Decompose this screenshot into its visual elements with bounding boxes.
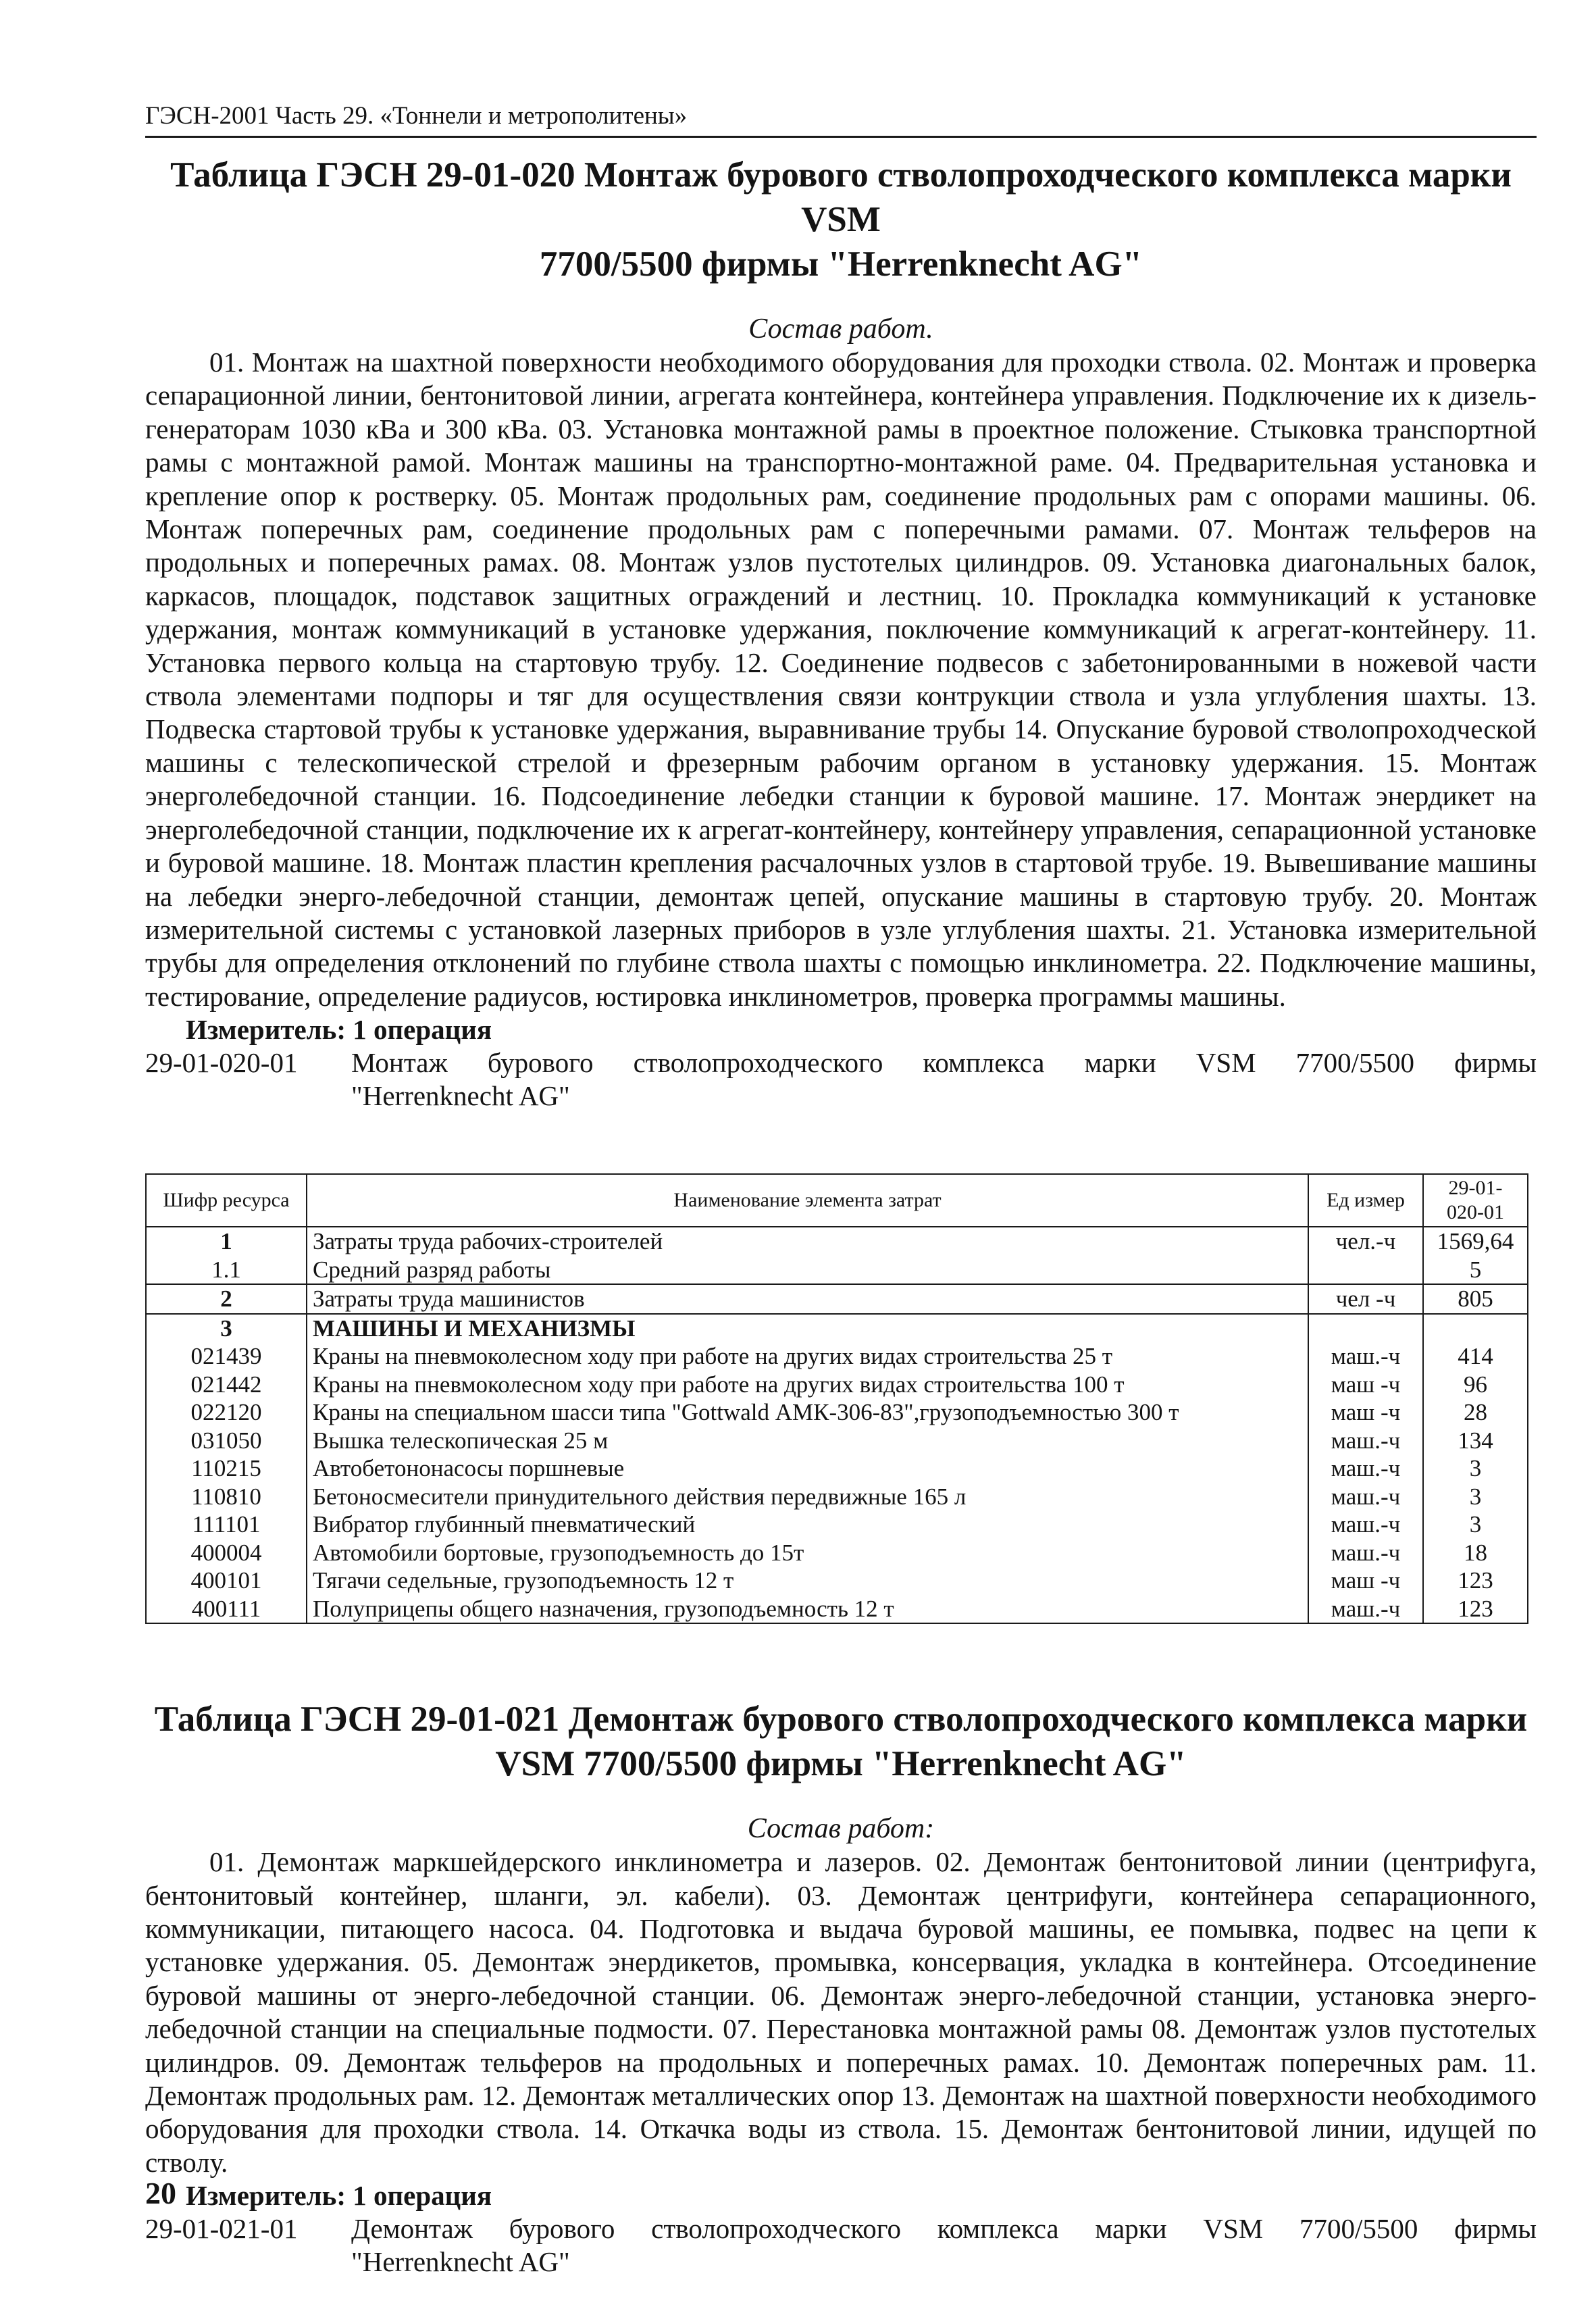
cell-unit: маш.-ч xyxy=(1308,1595,1423,1624)
cell-code: 110810 xyxy=(146,1483,307,1511)
cell-value: 134 xyxy=(1423,1427,1528,1455)
cell-name: Средний разряд работы xyxy=(307,1256,1308,1285)
cell-name: Затраты труда рабочих-строителей xyxy=(307,1227,1308,1256)
cell-value: 123 xyxy=(1423,1567,1528,1595)
table-row xyxy=(146,1510,1528,1539)
cell-code: 022120 xyxy=(146,1398,307,1427)
cell-code: 400111 xyxy=(146,1595,307,1624)
cell-name: МАШИНЫ И МЕХАНИЗМЫ xyxy=(307,1314,1308,1343)
table-row xyxy=(146,1398,1528,1427)
section1-works-caption: Состав работ. xyxy=(748,313,933,345)
resource-table-header xyxy=(146,1174,1528,1227)
cell-code: 110215 xyxy=(146,1454,307,1483)
cell-value: 3 xyxy=(1423,1510,1528,1539)
cell-value xyxy=(1423,1314,1528,1343)
cell-unit: маш -ч xyxy=(1308,1567,1423,1595)
cell-value: 805 xyxy=(1423,1284,1528,1314)
table-row xyxy=(146,1314,1528,1343)
section1-norm-code: 29-01-020-01 xyxy=(145,1047,298,1079)
cell-code: 031050 xyxy=(146,1427,307,1455)
section1-title-line2: 7700/5500 фирмы "Herrenknecht AG" xyxy=(539,245,1143,284)
section2-title xyxy=(145,1697,1537,1786)
section2-norm-desc: Демонтаж бурового стволопроходческого комплекса марки VSM 7700/5500 фирмы xyxy=(351,2213,1537,2245)
cell-unit: маш.-ч xyxy=(1308,1342,1423,1371)
col-header-unit: Ед измер xyxy=(1308,1174,1423,1227)
col-header-norm-line1: 29-01- xyxy=(1448,1177,1503,1200)
cell-code: 1 xyxy=(146,1227,307,1256)
cell-unit: чел -ч xyxy=(1308,1284,1423,1314)
table-row xyxy=(146,1284,1528,1314)
cell-code: 400004 xyxy=(146,1539,307,1567)
section2-meter: Измеритель: 1 операция xyxy=(186,2180,492,2212)
section2-title-line2: VSM 7700/5500 фирмы "Herrenknecht AG" xyxy=(495,1744,1187,1784)
cell-unit: маш.-ч xyxy=(1308,1483,1423,1511)
table-row xyxy=(146,1371,1528,1399)
section2-works-text: 01. Демонтаж маркшейдерского инклинометра и лазеров. 02. Демонтаж бентонитовой линии (центрифуга, бентонитовый контейнер, шланги, эл. кабели). 03. Демонтаж центрифуги, контейнера сепарационного, коммуникации, питающего насоса. 04. Подготовка и выдача буровой машины, ее помывка, подвес на цепи к установке удержания. 05. Демонтаж энердикетов, промывка, консервация, укладка в контейнера. Отсоединение буровой машины от энерго-лебедочной станции. 06. Демонтаж энерго-лебедочной станции, установка энерго-лебедочной станции на специальные подмости. 07. Перестановка монтажной рамы 08. Демонтаж узлов пустотелых цилиндров. 09. Демонтаж тельферов на продольных и поперечных рамах. 10. Демонтаж поперечных рам. 11. Демонтаж продольных рам. 12. Демонтаж металлических опор 13. Демонтаж на шахтной поверхности необходимого оборудования для проходки ствола. 14. Откачка воды из ствола. 15. Демонтаж бентонитовой линии, идущей по стволу. xyxy=(145,1846,1537,2178)
section2-title-line1: Таблица ГЭСН 29-01-021 Демонтаж бурового стволопроходческого комплекса марки xyxy=(154,1700,1528,1739)
cell-code: 021442 xyxy=(146,1371,307,1399)
cell-code: 2 xyxy=(146,1284,307,1314)
cell-unit: маш.-ч xyxy=(1308,1454,1423,1483)
cell-value: 28 xyxy=(1423,1398,1528,1427)
cell-unit: маш.-ч xyxy=(1308,1427,1423,1455)
table-row xyxy=(146,1595,1528,1624)
cell-unit xyxy=(1308,1314,1423,1343)
cell-name: Краны на пневмоколесном ходу при работе на других видах строительства 100 т xyxy=(307,1371,1308,1399)
cell-code: 1.1 xyxy=(146,1256,307,1285)
table-row xyxy=(146,1427,1528,1455)
section1-title-line1: Таблица ГЭСН 29-01-020 Монтаж бурового стволопроходческого комплекса марки VSM xyxy=(170,155,1512,239)
cell-value: 414 xyxy=(1423,1342,1528,1371)
page-number: 20 xyxy=(145,2176,176,2210)
table-row xyxy=(146,1227,1528,1256)
section2-norm-row xyxy=(145,2212,1537,2245)
section2-norm-code: 29-01-021-01 xyxy=(145,2213,298,2245)
section2-norm-desc-line2: "Herrenknecht AG" xyxy=(351,2246,570,2278)
section1-works-text: 01. Монтаж на шахтной поверхности необходимого оборудования для проходки ствола. 02. Монтаж и проверка сепарационной линии, бентонитовой линии, агрегата контейнера, контейнера управления. Подключение их к дизель-генераторам 1030 кВа и 300 кВа. 03. Установка монтажной рамы в проектное положение. Стыковка транспортной рамы с монтажной рамой. Монтаж машины на транспортно-монтажной раме. 04. Предварительная установка и крепление опор к ростверку. 05. Монтаж продольных рам, соединение продольных рам с опорами машины. 06. Монтаж поперечных рам, соединение продольных рам с поперечными рамами. 07. Монтаж тельферов на продольных и поперечных рамах. 08. Монтаж узлов пустотелых цилиндров. 09. Установка диагональных балок, каркасов, площадок, подставок защитных ограждений и лестниц. 10. Прокладка коммуникаций к установке удержания, монтаж коммуникаций в установке удержания, поключение коммуникаций к агрегат-контейнеру. 11. Установка первого кольца на стартовую трубу. 12. Соединение подвесов с забетонированными в ножевой части ствола элементами подпоры и тяг для осуществления связи контрукции ствола и узла углубления шахты. 13. Подвеска стартовой трубы к установке удержания, выравнивание трубы 14. Опускание буровой стволопроходческой машины с телескопической стрелой и фрезерным рабочим органом в установку удержания. 15. Монтаж энерголебедочной станции. 16. Подсоединение лебедки станции к буровой машине. 17. Монтаж энердикет на энерголебедочной станции, подключение их к агрегат-контейнеру, контейнеру управления, сепарационной установке и буровой машине. 18. Монтаж пластин крепления расчалочных узлов в стартовой трубе. 19. Вывешивание машины на лебедки энерго-лебедочной станции, демонтаж цепей, опускание машины в стартовую трубу. 20. Монтаж измерительной системы с установкой лазерных приборов в узле углубления шахты. 21. Установка измерительной трубы для определения отклонений по глубине ствола шахты с помощью инклинометра. 22. Подключение машины, тестирование, определение радиусов, юстировка инклинометров, проверка программы машины. xyxy=(145,347,1537,1012)
table-row xyxy=(146,1567,1528,1595)
cell-name: Автобетононасосы поршневые xyxy=(307,1454,1308,1483)
cell-value: 96 xyxy=(1423,1371,1528,1399)
cell-name: Краны на пневмоколесном ходу при работе на других видах строительства 25 т xyxy=(307,1342,1308,1371)
col-header-name: Наименование элемента затрат xyxy=(307,1174,1308,1227)
cell-unit: маш -ч xyxy=(1308,1371,1423,1399)
cell-name: Бетоносмесители принудительного действия передвижные 165 л xyxy=(307,1483,1308,1511)
cell-name: Вибратор глубинный пневматический xyxy=(307,1510,1308,1539)
cell-name: Краны на специальном шасси типа "Gottwald АМК-306-83",грузоподъемностью 300 т xyxy=(307,1398,1308,1427)
cell-name: Затраты труда машинистов xyxy=(307,1284,1308,1314)
cell-unit: маш -ч xyxy=(1308,1398,1423,1427)
cell-unit: чел.-ч xyxy=(1308,1227,1423,1256)
table-row xyxy=(146,1256,1528,1285)
table-row xyxy=(146,1483,1528,1511)
resource-table xyxy=(145,1173,1528,1624)
cell-value: 3 xyxy=(1423,1454,1528,1483)
cell-value: 3 xyxy=(1423,1483,1528,1511)
cell-unit: маш.-ч xyxy=(1308,1510,1423,1539)
document-page xyxy=(145,101,1537,2279)
cell-name: Вышка телескопическая 25 м xyxy=(307,1427,1308,1455)
col-header-norm xyxy=(1423,1174,1528,1227)
section1-title xyxy=(145,153,1537,286)
col-header-code: Шифр ресурса xyxy=(146,1174,307,1227)
cell-name: Полуприцепы общего назначения, грузоподъемность 12 т xyxy=(307,1595,1308,1624)
running-header: ГЭСН-2001 Часть 29. «Тоннели и метрополитены» xyxy=(145,101,1537,138)
section1-meter: Измеритель: 1 операция xyxy=(186,1014,492,1046)
cell-unit: маш.-ч xyxy=(1308,1539,1423,1567)
cell-value: 1569,64 xyxy=(1423,1227,1528,1256)
cell-value: 123 xyxy=(1423,1595,1528,1624)
cell-name: Тягачи седельные, грузоподъемность 12 т xyxy=(307,1567,1308,1595)
section2-works-caption: Состав работ: xyxy=(747,1813,935,1845)
section1-norm-desc-line2: "Herrenknecht AG" xyxy=(351,1080,570,1112)
cell-code: 021439 xyxy=(146,1342,307,1371)
table-row xyxy=(146,1454,1528,1483)
cell-code: 400101 xyxy=(146,1567,307,1595)
cell-code: 3 xyxy=(146,1314,307,1343)
cell-unit xyxy=(1308,1256,1423,1285)
section1-norm-row xyxy=(145,1046,1537,1079)
cell-value: 5 xyxy=(1423,1256,1528,1285)
col-header-norm-line2: 020-01 xyxy=(1447,1201,1504,1224)
cell-code: 111101 xyxy=(146,1510,307,1539)
section1-norm-desc: Монтаж бурового стволопроходческого комплекса марки VSM 7700/5500 фирмы xyxy=(351,1047,1537,1079)
table-row xyxy=(146,1539,1528,1567)
cell-value: 18 xyxy=(1423,1539,1528,1567)
cell-name: Автомобили бортовые, грузоподъемность до 15т xyxy=(307,1539,1308,1567)
table-row xyxy=(146,1342,1528,1371)
